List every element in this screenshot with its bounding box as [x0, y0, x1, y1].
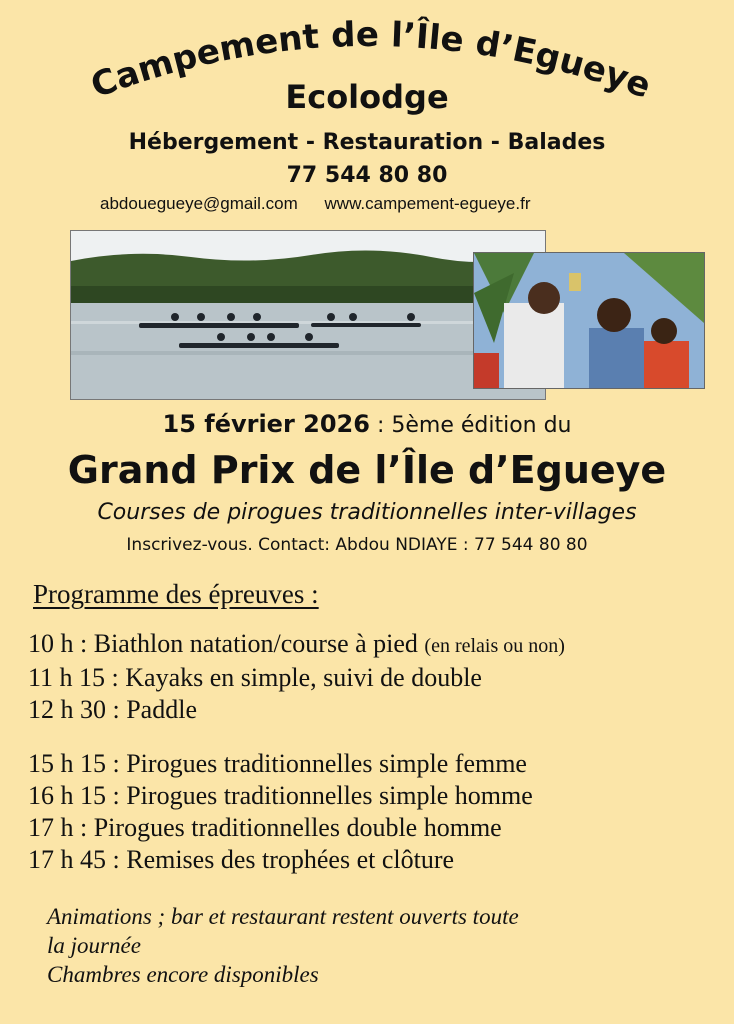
- page-title: Campement de l’Île d’Egueye: [85, 14, 657, 107]
- footer-notes: [47, 902, 519, 989]
- programme-item: 10 h : Biathlon natation/course à pied (en relais ou non): [28, 629, 565, 658]
- programme-item: 12 h 30 : Paddle: [28, 695, 197, 724]
- contact-line: [100, 194, 531, 214]
- programme-item: 11 h 15 : Kayaks en simple, suivi de double: [28, 663, 482, 692]
- programme-item: 15 h 15 : Pirogues traditionnelles simple femme: [28, 749, 527, 778]
- event-date: 15 février 2026: [162, 410, 370, 438]
- signup-contact: Inscrivez-vous. Contact: Abdou NDIAYE : 77 544 80 80: [126, 535, 588, 555]
- event-edition: : 5ème édition du: [369, 413, 572, 438]
- email-link[interactable]: abdouegueye@gmail.com: [100, 194, 298, 213]
- programme-heading: Programme des épreuves :: [33, 579, 319, 609]
- footer-line: Animations ; bar et restaurant restent ouverts toute: [47, 904, 519, 929]
- footer-line: Chambres encore disponibles: [47, 962, 319, 987]
- event-subtitle: Courses de pirogues traditionnelles inter-villages: [97, 500, 637, 525]
- programme-item: 16 h 15 : Pirogues traditionnelles simple homme: [28, 781, 533, 810]
- services-line: Hébergement - Restauration - Balades: [128, 130, 606, 155]
- event-date-line: [0, 410, 734, 438]
- programme-item: 17 h 45 : Remises des trophées et clôture: [28, 845, 455, 874]
- event-title: Grand Prix de l’Île d’Egueye: [67, 448, 667, 492]
- phone-number: 77 544 80 80: [286, 163, 448, 188]
- programme-item-note: (en relais ou non): [424, 635, 565, 657]
- ecolodge-subtitle: Ecolodge: [285, 78, 449, 116]
- programme-list: [28, 628, 565, 876]
- footer-line: la journée: [47, 933, 141, 958]
- trophy-celebration-photo: [473, 252, 705, 389]
- website-link[interactable]: www.campement-egueye.fr: [324, 194, 531, 213]
- programme-item: 17 h : Pirogues traditionnelles double homme: [28, 813, 502, 842]
